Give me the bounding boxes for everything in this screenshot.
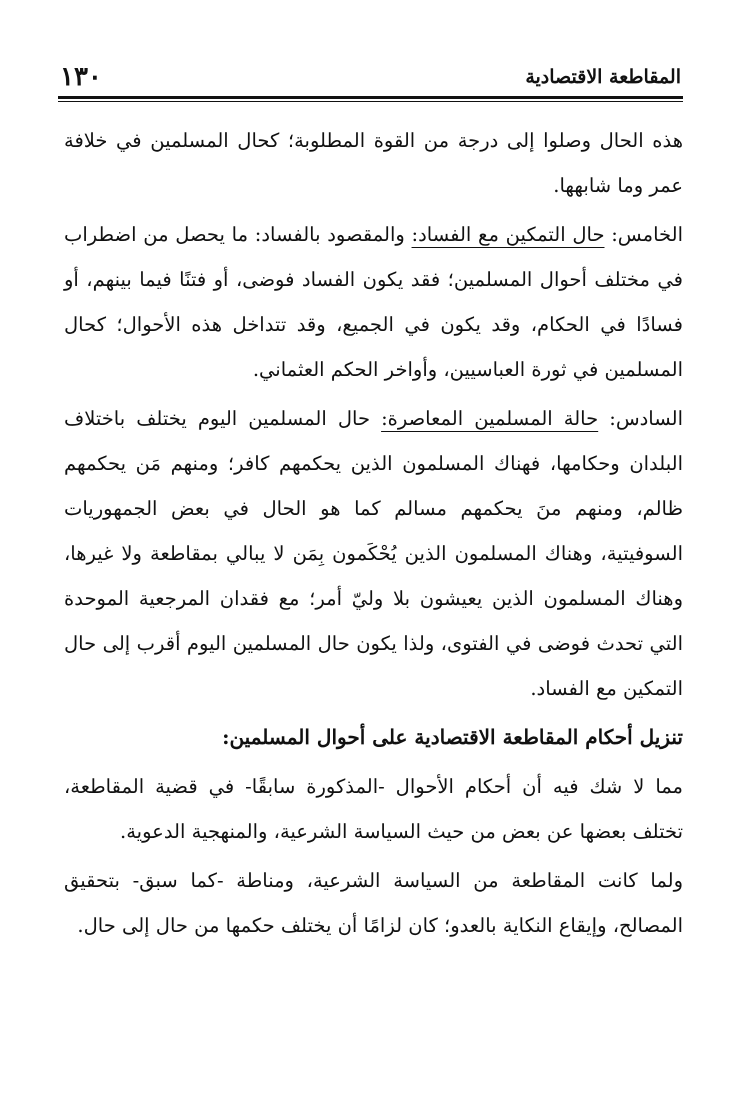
paragraph-1: هذه الحال وصلوا إلى درجة من القوة المطلوبة؛ كحال المسلمين في خلافة عمر وما شابهها. [64,129,683,197]
fifth-body: والمقصود بالفساد: ما يحصل من اضطراب في مختلف أحوال المسلمين؛ فقد يكون الفساد فوضى، أو فتنًا فيما بينهم، أو فسادًا في الحكام، وقد يكون في الجميع، وقد تتداخل هذه الأحوال؛ كحال المسلمين في ثورة العباسيين، وأواخر الحكم العثماني. [64,223,683,381]
page-number: ١٣٠ [60,62,102,92]
paragraph-sixth-state [64,396,683,711]
sixth-body: حال المسلمين اليوم يختلف باختلاف البلدان وحكامها، فهناك المسلمون الذين يحكمهم كافر؛ ومنهم مَن يحكمهم ظالم، ومنهم منَ يحكمهم مسالم كما هو الحال في بعض الجمهوريات السوفيتية، وهناك المسلمون الذين يُحْكَمون بِمَن لا يبالي بمقاطعة ولا غيرها، وهناك المسلمون الذين يعيشون بلا وليّ أمر؛ مع فقدان المرجعية الموحدة التي تحدث فوضى في الفتوى، ولذا يكون حال المسلمين اليوم أقرب إلى حال التمكين مع الفساد. [64,407,683,700]
paragraph-5: ولما كانت المقاطعة من السياسة الشرعية، ومناطة -كما سبق- بتحقيق المصالح، وإيقاع النكاية بالعدو؛ كان لزامًا أن يختلف حكمها من حال إلى حال. [64,869,683,937]
header-rule-thick [58,96,683,99]
header-rule-thin [58,101,683,102]
sixth-label: السادس: [598,407,684,430]
fifth-underlined-title: حال التمكين مع الفساد: [411,223,605,246]
page-header [60,60,681,94]
running-title: المقاطعة الاقتصادية [525,66,681,88]
fifth-label: الخامس: [604,223,683,246]
section-heading: تنزيل أحكام المقاطعة الاقتصادية على أحوال المسلمين: [222,725,683,749]
body-text [64,118,683,952]
paragraph-fifth-state [64,212,683,392]
sixth-underlined-title: حالة المسلمين المعاصرة: [381,407,599,430]
paragraph-4: مما لا شك فيه أن أحكام الأحوال -المذكورة سابقًا- في قضية المقاطعة، تختلف بعضها عن بعض من حيث السياسة الشرعية، والمنهجية الدعوية. [64,775,683,843]
